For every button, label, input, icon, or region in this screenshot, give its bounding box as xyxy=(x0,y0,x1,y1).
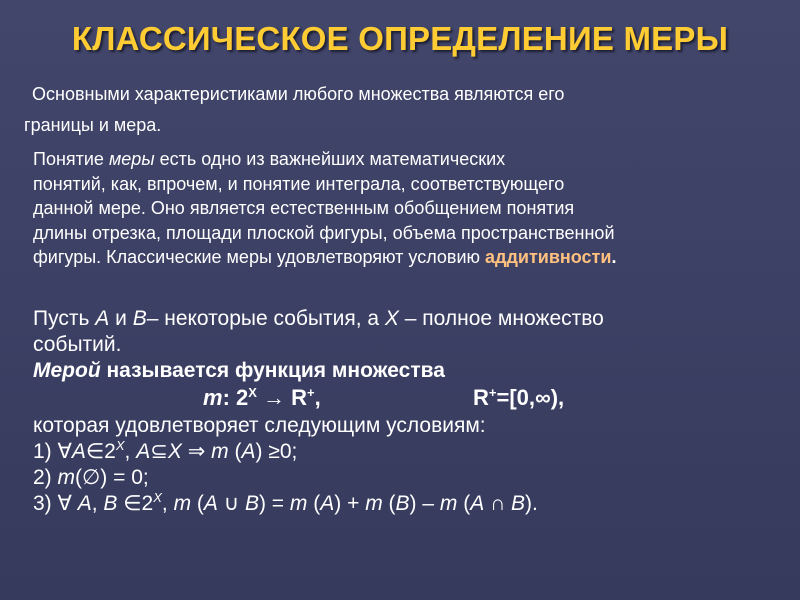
text-span: , xyxy=(314,385,321,410)
text-span: – некоторые события, а xyxy=(146,307,385,330)
var-b: B xyxy=(244,492,259,515)
text-span: есть одно из важнейших математических xyxy=(154,149,506,169)
text-span: ∩ xyxy=(484,492,511,515)
superscript: X xyxy=(115,438,125,453)
var-b: B xyxy=(511,492,526,515)
definition-line: длины отрезка, площади плоской фигуры, объема пространственной xyxy=(33,222,615,243)
var-m: m xyxy=(203,385,223,410)
var-a: A xyxy=(95,307,110,330)
text-span: : 2 xyxy=(222,385,249,410)
condition-3 xyxy=(33,491,793,517)
intro-paragraph xyxy=(24,79,764,141)
events-line: событий. xyxy=(33,333,122,356)
var-m: m xyxy=(173,492,192,515)
text-span: ( xyxy=(382,492,396,515)
text-span: ⇒ xyxy=(181,440,212,463)
text-span: и xyxy=(109,307,133,330)
text-span: ( xyxy=(191,492,204,515)
text-span: =[0,∞), xyxy=(496,385,565,410)
var-x: X xyxy=(384,307,399,330)
formula-mapping xyxy=(203,385,321,411)
var-m: m xyxy=(289,492,308,515)
text-span: Пусть xyxy=(33,307,96,330)
superscript: + xyxy=(488,385,497,400)
definition-line: данной мере. Оно является естественным обобщением понятия xyxy=(33,198,575,218)
text-span: ). xyxy=(525,492,538,515)
text-span: ( xyxy=(457,492,471,515)
definition-line: понятий, как, впрочем, и понятие интеграла, соответствующего xyxy=(33,173,565,194)
conditions-intro-line: которая удовлетворяет следующим условиям: xyxy=(33,414,486,437)
term-measure: меры xyxy=(108,149,155,169)
text-span: называется функция множества xyxy=(100,359,445,382)
var-m: m xyxy=(57,466,76,489)
text-span: 3) ∀ xyxy=(33,492,78,515)
measure-formula-line xyxy=(33,384,793,413)
var-m: m xyxy=(439,492,458,515)
superscript: X xyxy=(153,490,162,505)
definition-line xyxy=(33,245,773,270)
var-m: m xyxy=(365,492,383,515)
var-a: A xyxy=(470,492,485,515)
condition-1 xyxy=(33,439,793,465)
condition-2 xyxy=(33,465,793,491)
var-b: B xyxy=(395,492,410,515)
text-span: , xyxy=(161,492,174,515)
measure-definition-line xyxy=(33,358,793,384)
text-span: ( xyxy=(307,492,321,515)
superscript: X xyxy=(248,385,257,400)
text-span: ⊆ xyxy=(150,440,168,463)
var-b: B xyxy=(103,492,118,515)
var-a: A xyxy=(71,440,86,463)
text-span: – полное множество xyxy=(398,307,604,330)
term-additivity: аддитивности xyxy=(485,247,612,267)
intro-line: границы и мера. xyxy=(24,115,162,135)
events-line xyxy=(33,306,793,332)
text-span: Понятие xyxy=(33,149,109,169)
var-a: A xyxy=(320,492,335,515)
var-a: A xyxy=(203,492,218,515)
text-span: фигуры. Классические меры удовлетворяют условию xyxy=(33,247,486,267)
text-span: (∅) = 0; xyxy=(75,466,149,489)
text-span: R xyxy=(473,385,489,410)
formula-range xyxy=(473,385,564,411)
var-a: A xyxy=(241,440,256,463)
text-span: ) + xyxy=(334,492,366,515)
slide-title: КЛАССИЧЕСКОЕ ОПРЕДЕЛЕНИЕ МЕРЫ xyxy=(71,20,729,57)
measure-definition-paragraph xyxy=(33,147,773,270)
text-span: ) ≥0; xyxy=(255,440,298,463)
formal-definition-block xyxy=(33,306,793,517)
text-span: , xyxy=(124,440,137,463)
var-b: B xyxy=(132,307,147,330)
var-a: A xyxy=(136,440,151,463)
intro-text: Основными характеристиками любого множества являются его xyxy=(32,84,565,104)
text-span: 1) ∀ xyxy=(33,440,72,463)
definition-line xyxy=(33,147,773,172)
superscript: + xyxy=(307,385,315,400)
term-measure-bold: Мерой xyxy=(33,359,101,382)
text-span: ) – xyxy=(409,492,440,515)
text-span: . xyxy=(611,247,617,267)
text-span: ∈2 xyxy=(117,492,154,515)
text-span: → R xyxy=(256,385,308,410)
text-span: , xyxy=(91,492,104,515)
text-span: 2) xyxy=(33,466,58,489)
var-x: X xyxy=(167,440,182,463)
text-span: ( xyxy=(228,440,242,463)
text-span: ) = xyxy=(258,492,290,515)
var-a: A xyxy=(77,492,92,515)
text-span: ∈2 xyxy=(85,440,116,463)
var-m: m xyxy=(211,440,229,463)
text-span: ∪ xyxy=(217,492,245,515)
intro-line xyxy=(24,79,764,110)
